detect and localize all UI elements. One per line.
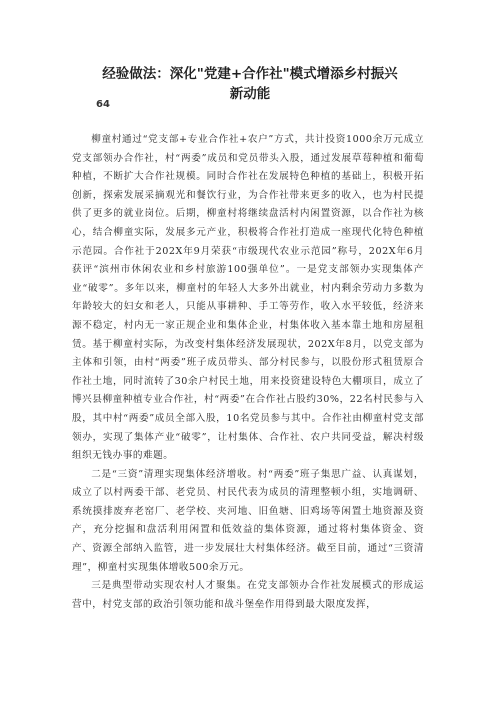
paragraph-2: 二是“三资”清理实现集体经济增收。村“两委”班子集思广益、认真谋划，成立了以村两委干部、老党员、村民代表为成员的清理整顿小组，实地调研、系统摸排废弃老窑厂、老学校、夹河地、旧鱼塘、旧鸡场等闲置土地资源及资产，充分挖掘和盘活利用闲置和低效益的集体资源，通过将村集体资金、资产、资源全部纳入监管，进一步发展壮大村集体经济。截至目前，通过“三资清理”，柳童村实现集体增收500余万元。 (72, 468, 424, 573)
document-body (72, 131, 424, 614)
document-title-line-1: 经验做法：深化"党建+合作社"模式增添乡村振兴 (102, 66, 398, 82)
paragraph-3: 三是典型带动实现农村人才聚集。在党支部领办合作社发展模式的形成运营中，村党支部的政治引领功能和战斗堡垒作用得到最大限度发挥， (72, 580, 424, 610)
paragraph-1: 柳童村通过“党支部+专业合作社+农户”方式，共计投资1000余万元成立党支部领办合作社，村“两委”成员和党员带头入股，通过发展草莓种植和葡萄种植，不断扩大合作社规模。同时合作社在发展特色种植的基础上，积极开拓创新，探索发展采摘观光和餐饮行业，为合作社带来更多的收入，也为村民提供了更多的就业岗位。后期，柳童村将继续盘活村内闲置资源，以合作社为核心，结合柳童实际，发展多元产业，积极将合作社打造成一座现代化特色种植示范园。合作社于202X年9月荣获“市级现代农业示范园”称号，202X年6月获评“滨州市休闲农业和乡村旅游100强单位”。一是党支部领办实现集体产业“破零”。多年以来，柳童村的年轻人大多外出就业，村内剩余劳动力多数为年龄较大的妇女和老人，只能从事耕种、手工等劳作，收入水平较低，经济来源不稳定，村内无一家正规企业和集体企业，村集体收入基本靠土地和房屋租赁。基于柳童村实际，为改变村集体经济发展现状，202X年8月，以党支部为主体和引领，由村“两委”班子成员带头、部分村民参与，以股份形式租赁原合作社土地，同时流转了30余户村民土地，用来投资建设特色大棚项目，成立了博兴县柳童种植专业合作社，村“两委”在合作社占股约30%，22名村民参与入股，其中村“两委”成员全部入股，10名党员参与其中。合作社由柳童村党支部领办，实现了集体产业“破零”，让村集体、合作社、农户共同受益，解决村级组织无钱办事的难题。 (72, 134, 424, 462)
page-number: 64 (96, 99, 110, 110)
document-title-line-2: 新动能 (229, 86, 271, 102)
